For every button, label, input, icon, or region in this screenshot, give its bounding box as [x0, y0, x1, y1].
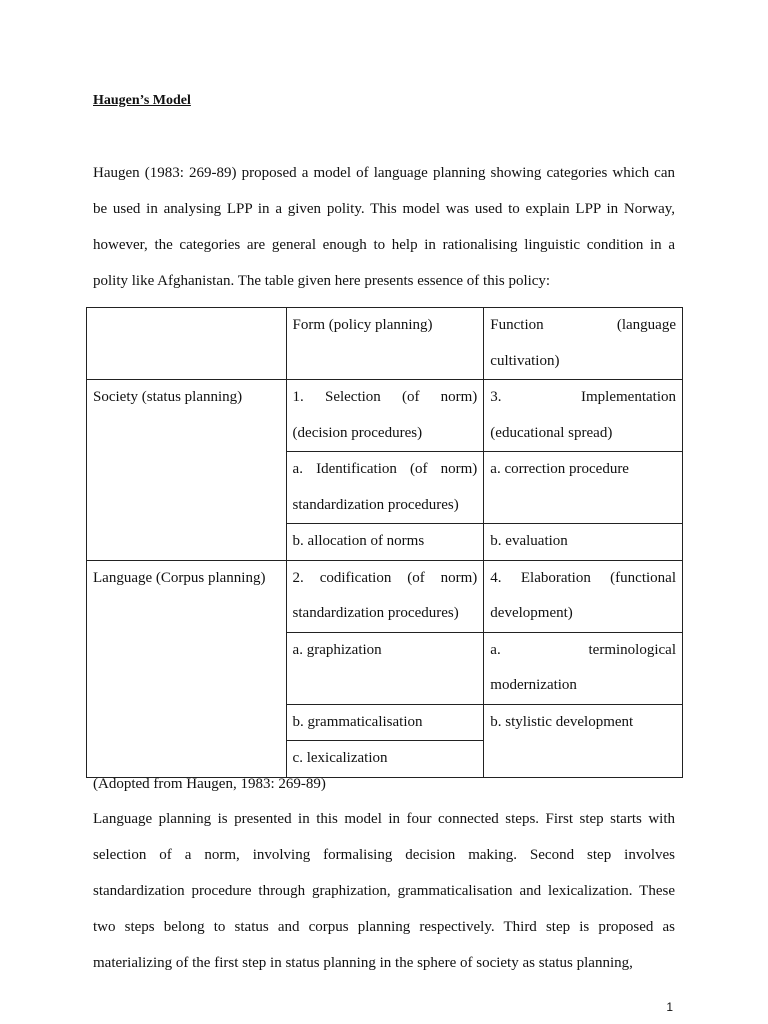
page-number: 1: [666, 1000, 673, 1014]
row-label-language: Language (Corpus planning): [87, 560, 287, 777]
table-caption: (Adopted from Haugen, 1983: 269-89): [93, 776, 326, 792]
table-cell-form: b. allocation of norms: [286, 524, 484, 561]
table-cell-function: 3. Implementation (educational spread): [484, 380, 683, 452]
table-header-function: Function (language cultivation): [484, 308, 683, 380]
intro-paragraph: Haugen (1983: 269-89) proposed a model of language planning showing categories which can be used in analysing LPP in a given polity. This model was used to explain LPP in Norway, however, the categories are general enough to help in rationalising linguistic condition in a polity like Afghanistan. The table given here presents essence of this policy:: [93, 165, 675, 289]
table-cell-form: a. Identification (of norm) standardization procedures): [286, 452, 484, 524]
table-row: [87, 560, 683, 632]
table-cell-function: a. correction procedure: [484, 452, 683, 524]
table-cell-function: a. terminological modernization: [484, 632, 683, 704]
row-label-society: Society (status planning): [87, 380, 287, 561]
haugen-model-table: [86, 307, 683, 778]
table-header-form: Form (policy planning): [286, 308, 484, 380]
body-paragraph: Language planning is presented in this model in four connected steps. First step starts with selection of a norm, involving formalising decision making. Second step involves standardization procedure through graphization, grammaticalisation and lexicalization. These two steps belong to status and corpus planning respectively. Third step is proposed as materializing of the first step in status planning in the sphere of society as status planning,: [93, 811, 675, 971]
table-cell-form: c. lexicalization: [286, 741, 484, 778]
table-cell-form: 2. codification (of norm) standardization procedures): [286, 560, 484, 632]
section-heading: Haugen’s Model: [93, 93, 191, 108]
table-cell-function: b. evaluation: [484, 524, 683, 561]
table-cell-function: 4. Elaboration (functional development): [484, 560, 683, 632]
table-header-row: [87, 308, 683, 380]
table-cell-form: 1. Selection (of norm) (decision procedures): [286, 380, 484, 452]
table-cell-function: b. stylistic development: [484, 704, 683, 777]
table-cell-form: b. grammaticalisation: [286, 704, 484, 741]
table-corner-cell: [87, 308, 287, 380]
table-cell-form: a. graphization: [286, 632, 484, 704]
table-row: [87, 380, 683, 452]
